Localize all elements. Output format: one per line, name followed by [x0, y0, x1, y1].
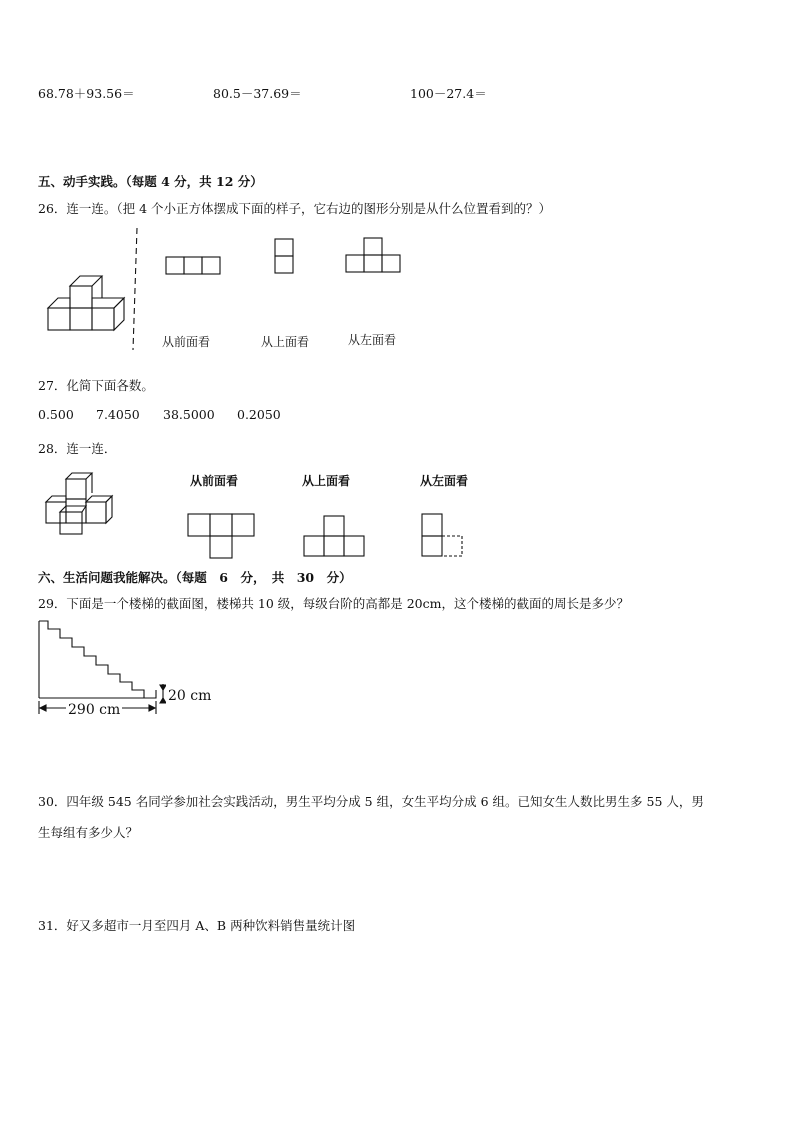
q29-height-label: 20 cm: [168, 688, 212, 704]
q28-view-front: [186, 512, 258, 560]
q30-line-1: 30．四年级 545 名同学参加社会实践活动，男生平均分成 5 组，女生平均分成 6 组。已知女生人数比男生多 55 人，男: [38, 794, 704, 809]
q31-text: 31．好又多超市一月至四月 A、B 两种饮料销售量统计图: [38, 918, 356, 933]
q28-text: 28．连一连．: [38, 441, 117, 456]
q26-label-top: 从上面看: [261, 335, 310, 349]
q27-text: 27．化简下面各数。: [38, 378, 154, 393]
q26-dashed-divider: [130, 228, 142, 350]
arith-item-1: 68.78＋93.56＝: [38, 86, 135, 101]
q29-text: 29．下面是一个楼梯的截面图，楼梯共 10 级，每级台阶的高都是 20cm，这个楼梯的截面的周长是多少？: [38, 596, 629, 611]
q27-number-4: 0.2050: [237, 407, 281, 422]
q29-width-label: 290 cm: [68, 702, 121, 718]
q28-cube-figure: [40, 470, 120, 540]
q28-label-top: 从上面看: [302, 474, 351, 488]
section-5-title: 五、动手实践。（每题 4 分，共 12 分）: [38, 174, 263, 189]
q27-number-3: 38.5000: [163, 407, 215, 422]
q26-view-t-shape: [345, 236, 403, 276]
q30-line-2: 生每组有多少人？: [38, 825, 139, 840]
q27-number-1: 0.500: [38, 407, 74, 422]
q26-view-row-of-three: [165, 255, 223, 277]
q26-text: 26．连一连。（把 4 个小正方体摆成下面的样子，它右边的图形分别是从什么位置看到的？）: [38, 201, 552, 216]
q28-view-left: [420, 512, 466, 560]
q26-label-front: 从前面看: [162, 335, 211, 349]
q28-label-left: 从左面看: [420, 474, 469, 488]
q28-view-top: [302, 512, 372, 560]
q26-view-column-of-two: [273, 237, 295, 277]
arith-item-2: 80.5－37.69＝: [213, 86, 302, 101]
section-6-title: 六、生活问题我能解决。（每题 6 分， 共 30 分）: [38, 570, 352, 585]
arith-item-3: 100－27.4＝: [410, 86, 487, 101]
q28-label-front: 从前面看: [190, 474, 239, 488]
q27-number-2: 7.4050: [96, 407, 140, 422]
q26-cube-figure: [40, 270, 130, 336]
q26-label-left: 从左面看: [348, 333, 397, 347]
